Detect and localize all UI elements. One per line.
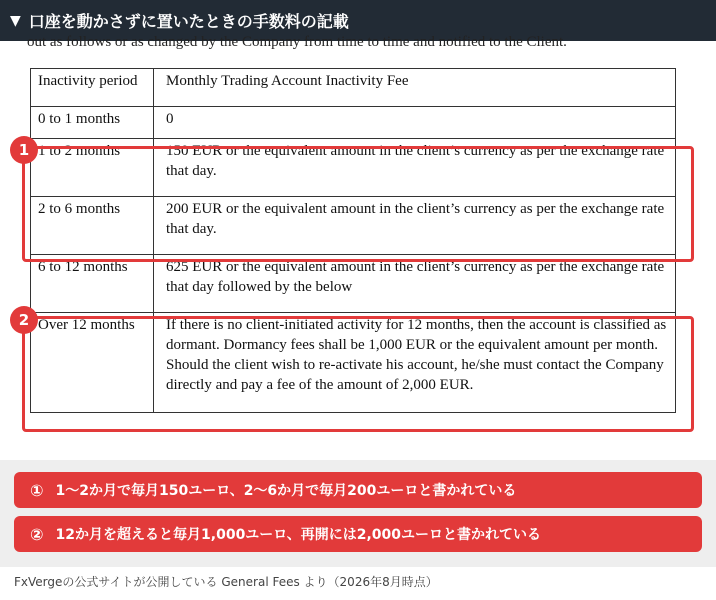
notes-panel: [0, 460, 716, 567]
note-text: 1〜2か月で毎月150ユーロ、2〜6か月で毎月200ユーロと書かれている: [55, 483, 517, 499]
highlight-box-1: [22, 146, 694, 262]
table-header-cell: Inactivity period: [31, 69, 154, 107]
table-cell-fee: If there is no client-initiated activity for 12 months, then the account is classified as dormant. Dormancy fees shall be 1,000 EUR or the equivalent amount per month. Should the client wish to re-activate his account, he/she must contact the Company directly and pay a fee of the amount of 2,000 EUR.: [154, 313, 676, 413]
table-cell-period: 2 to 6 months: [31, 197, 154, 255]
note-number: ②: [30, 524, 44, 544]
table-cell-period: 1 to 2 months: [31, 139, 154, 197]
table-row: [31, 255, 676, 313]
table-header-cell: Monthly Trading Account Inactivity Fee: [154, 69, 676, 107]
highlight-badge-2: 2: [10, 306, 38, 334]
document-clipped-line: out as follows or as changed by the Company from time to time and notified to the Client.: [27, 34, 567, 50]
highlight-badge-1: 1: [10, 136, 38, 164]
table-cell-fee: 625 EUR or the equivalent amount in the client’s currency as per the exchange rate that day followed by the below: [154, 255, 676, 313]
table-cell-fee: 200 EUR or the equivalent amount in the client’s currency as per the exchange rate that day.: [154, 197, 676, 255]
note-item-2: [14, 516, 702, 552]
note-item-1: [14, 472, 702, 508]
table-cell-fee: 150 EUR or the equivalent amount in the client’s currency as per the exchange rate that day.: [154, 139, 676, 197]
table-header-row: [31, 69, 676, 107]
source-caption: FxVergeの公式サイトが公開している General Fees より（2026年8月時点）: [14, 575, 438, 589]
table-row: [31, 107, 676, 139]
table-cell-period: Over 12 months: [31, 313, 154, 413]
note-number: ①: [30, 480, 44, 500]
table-cell-period: 0 to 1 months: [31, 107, 154, 139]
note-text: 12か月を超えると毎月1,000ユーロ、再開には2,000ユーロと書かれている: [55, 527, 542, 543]
table-cell-period: 6 to 12 months: [31, 255, 154, 313]
triangle-down-icon: ▼: [10, 12, 21, 29]
highlight-box-2: [22, 316, 694, 432]
header-title: 口座を動かさずに置いたときの手数料の記載: [28, 12, 349, 31]
table-cell-fee: 0: [154, 107, 676, 139]
